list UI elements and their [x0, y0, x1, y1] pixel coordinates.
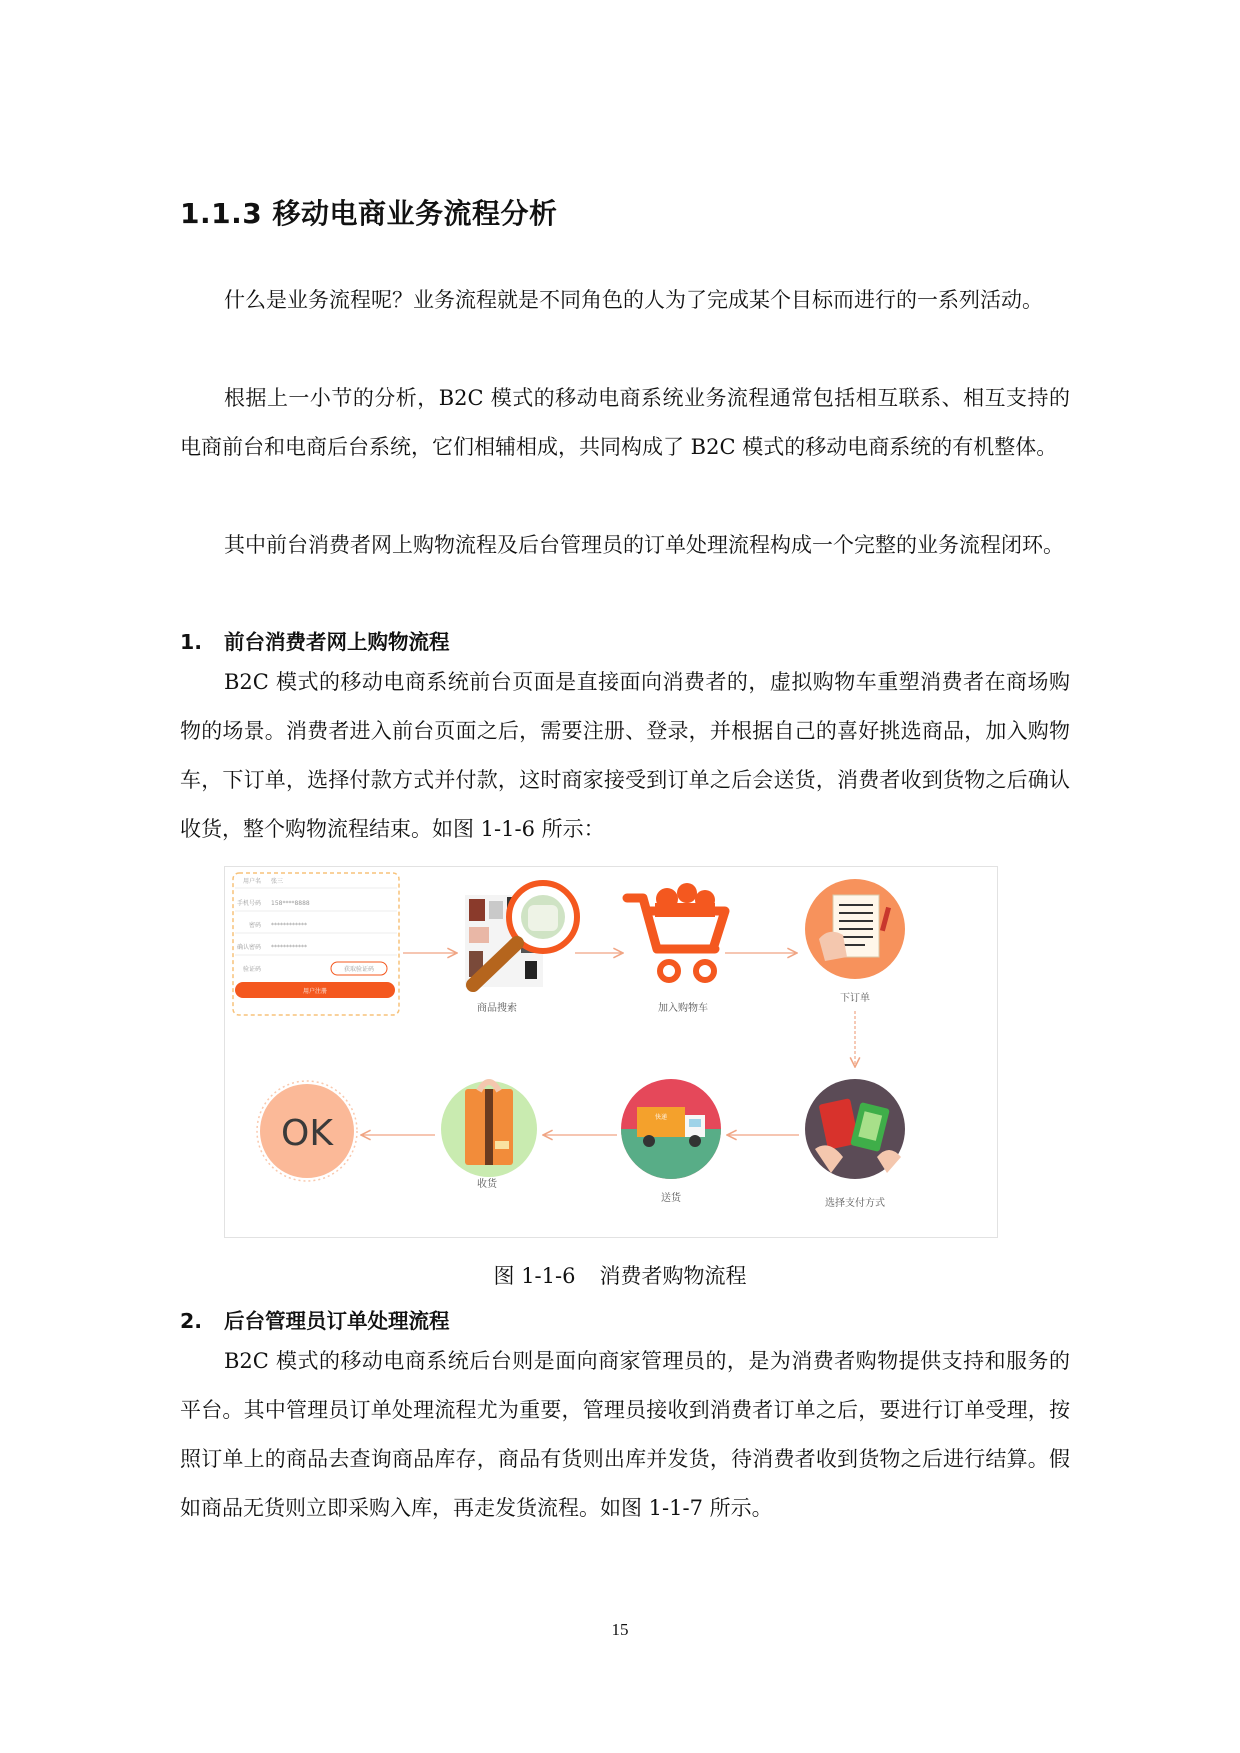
- form-confirm-label: 确认密码: [236, 944, 261, 951]
- search-step-label: 商品搜索: [477, 1003, 517, 1014]
- figure-caption-label: 图 1-1-6: [493, 1264, 576, 1288]
- order-step: [805, 879, 905, 1004]
- receive-step: [441, 1081, 537, 1190]
- shopping-flow-figure: [224, 866, 998, 1238]
- figure-caption: [0, 1260, 1240, 1290]
- payment-step: [805, 1079, 905, 1209]
- subheading-1: [180, 625, 450, 655]
- shopping-flow-diagram: [225, 867, 997, 1237]
- paragraph-2: 根据上一小节的分析，B2C 模式的移动电商系统业务流程通常包括相互联系、相互支持的电商前台和电商后台系统，它们相辅相成，共同构成了 B2C 模式的移动电商系统的有机整体。: [180, 386, 1070, 459]
- paragraph-5: B2C 模式的移动电商系统后台则是面向商家管理员的，是为消费者购物提供支持和服务的平台。其中管理员订单处理流程尤为重要，管理员接收到消费者订单之后，要进行订单受理，按照订单上的商品去查询商品库存，商品有货则出库并发货，待消费者收到货物之后进行结算。假如商品无货则立即采购入库，再走发货流程。如图 1-1-7 所示。: [180, 1349, 1070, 1520]
- form-code-label: 验证码: [242, 966, 261, 973]
- form-phone-value: 158****8888: [271, 900, 310, 907]
- ok-text: OK: [281, 1113, 333, 1154]
- cart-step: [627, 883, 725, 1014]
- form-phone-label: 手机号码: [236, 900, 261, 907]
- shopping-cart-icon: [627, 883, 725, 980]
- figure-caption-text: 消费者购物流程: [599, 1264, 747, 1288]
- form-username-value: 张三: [271, 878, 284, 885]
- section-heading: 1.1.3 移动电商业务流程分析: [180, 197, 558, 230]
- subheading-1-number: 1.: [180, 630, 203, 654]
- truck-label: 快递: [654, 1114, 668, 1121]
- paragraph-4: B2C 模式的移动电商系统前台页面是直接面向消费者的，虚拟购物车重塑消费者在商场购物的场景。消费者进入前台页面之后，需要注册、登录，并根据自己的喜好挑选商品，加入购物车，下订单，选择付款方式并付款，这时商家接受到订单之后会送货，消费者收到货物之后确认收货，整个购物流程结束。如图 1-1-6 所示：: [180, 670, 1070, 841]
- paragraph-1: 什么是业务流程呢？业务流程就是不同角色的人为了完成某个目标而进行的一系列活动。: [224, 288, 1043, 312]
- delivery-step: [621, 1079, 721, 1204]
- form-password-label: 密码: [248, 922, 261, 929]
- paragraph-3: 其中前台消费者网上购物流程及后台管理员的订单处理流程构成一个完整的业务流程闭环。: [224, 533, 1064, 557]
- subheading-2-text: 后台管理员订单处理流程: [224, 1309, 450, 1333]
- delivery-step-label: 送货: [661, 1193, 681, 1204]
- receive-step-label: 收货: [477, 1179, 497, 1190]
- subheading-1-text: 前台消费者网上购物流程: [224, 630, 450, 654]
- form-password-value: ************: [271, 922, 307, 929]
- search-step: [465, 883, 577, 1014]
- ok-step: [257, 1081, 357, 1181]
- get-code-button[interactable]: 获取验证码: [343, 966, 375, 973]
- page-number: 15: [611, 1620, 629, 1639]
- form-confirm-value: ************: [271, 944, 307, 951]
- register-form: [233, 873, 399, 1015]
- subheading-2: [180, 1304, 450, 1334]
- subheading-2-number: 2.: [180, 1309, 203, 1333]
- package-icon: [465, 1082, 513, 1165]
- flow-arrows: [361, 953, 855, 1135]
- order-step-label: 下订单: [840, 993, 870, 1004]
- register-button[interactable]: 用户注册: [302, 988, 328, 995]
- cart-step-label: 加入购物车: [658, 1003, 708, 1014]
- form-username-label: 用户名: [242, 878, 261, 885]
- payment-step-label: 选择支付方式: [825, 1198, 885, 1209]
